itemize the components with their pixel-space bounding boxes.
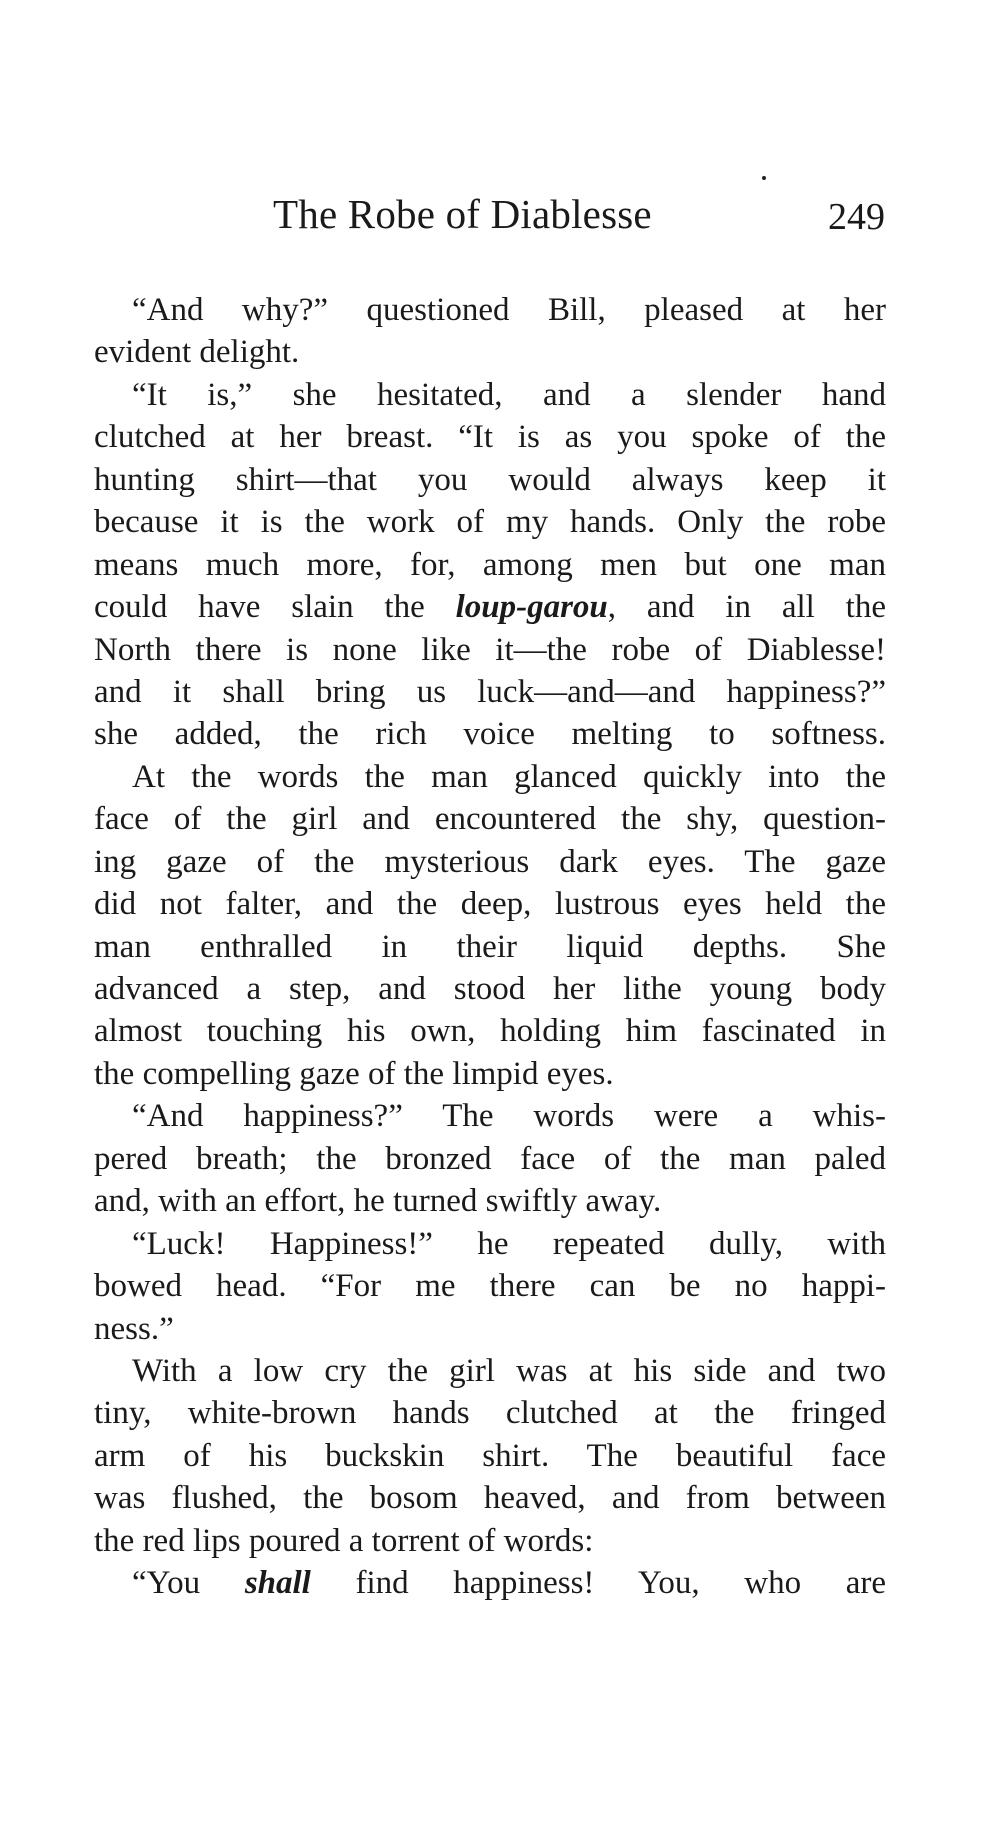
text-line: pered breath; the bronzed face of the man paled (94, 1140, 886, 1177)
text-line: “And happiness?” The words were a whis- (132, 1098, 886, 1135)
text-line: At the words the man glanced quickly into the (132, 758, 886, 795)
text-line: was flushed, the bosom heaved, and from between (94, 1480, 886, 1517)
italic-term: loup-garou (455, 589, 608, 626)
text-line: clutched at her breast. “It is as you spoke of the (94, 419, 886, 456)
text-line (94, 586, 886, 628)
text-line: bowed head. “For me there can be no happi- (94, 1268, 886, 1305)
text-line: man enthralled in their liquid depths. She (94, 928, 886, 965)
text-segment: find happiness! You, who are (310, 1565, 886, 1602)
text-line: “Luck! Happiness!” he repeated dully, with (132, 1225, 886, 1262)
text-segment: , and in all the (607, 589, 886, 626)
text-line: and it shall bring us luck—and—and happiness?” (94, 673, 886, 710)
text-line (94, 1562, 886, 1604)
text-line: the compelling gaze of the limpid eyes. (94, 1055, 614, 1092)
text-line: tiny, white-brown hands clutched at the fringed (94, 1395, 886, 1432)
text-line: “It is,” she hesitated, and a slender hand (132, 376, 886, 413)
italic-term: shall (244, 1565, 311, 1602)
text-line: North there is none like it—the robe of Diablesse! (94, 631, 886, 668)
text-line: ness.” (94, 1310, 174, 1347)
text-segment: could have slain the (94, 589, 456, 626)
text-line: and, with an effort, he turned swiftly away. (94, 1183, 662, 1220)
body-text (94, 289, 886, 1605)
text-line: ing gaze of the mysterious dark eyes. The gaze (94, 843, 886, 880)
text-line: “And why?” questioned Bill, pleased at her (132, 292, 886, 328)
text-line: means much more, for, among men but one man (94, 546, 886, 583)
page-number: 249 (828, 196, 885, 238)
text-line: hunting shirt—that you would always keep it (94, 461, 886, 498)
text-line: With a low cry the girl was at his side and two (132, 1352, 886, 1389)
text-line: arm of his buckskin shirt. The beautiful face (94, 1437, 886, 1474)
text-line: she added, the rich voice melting to softness. (94, 716, 886, 753)
text-line: the red lips poured a torrent of words: (94, 1522, 594, 1559)
print-speck (762, 176, 766, 180)
text-segment: “You (132, 1565, 245, 1602)
text-line: advanced a step, and stood her lithe young body (94, 971, 886, 1007)
running-title: The Robe of Diablesse (273, 191, 652, 237)
text-line: face of the girl and encountered the shy, question- (94, 801, 886, 838)
text-line: evident delight. (94, 334, 300, 371)
text-line: almost touching his own, holding him fascinated in (94, 1013, 886, 1050)
text-line: because it is the work of my hands. Only the robe (94, 504, 886, 541)
text-line: did not falter, and the deep, lustrous eyes held the (94, 886, 886, 923)
